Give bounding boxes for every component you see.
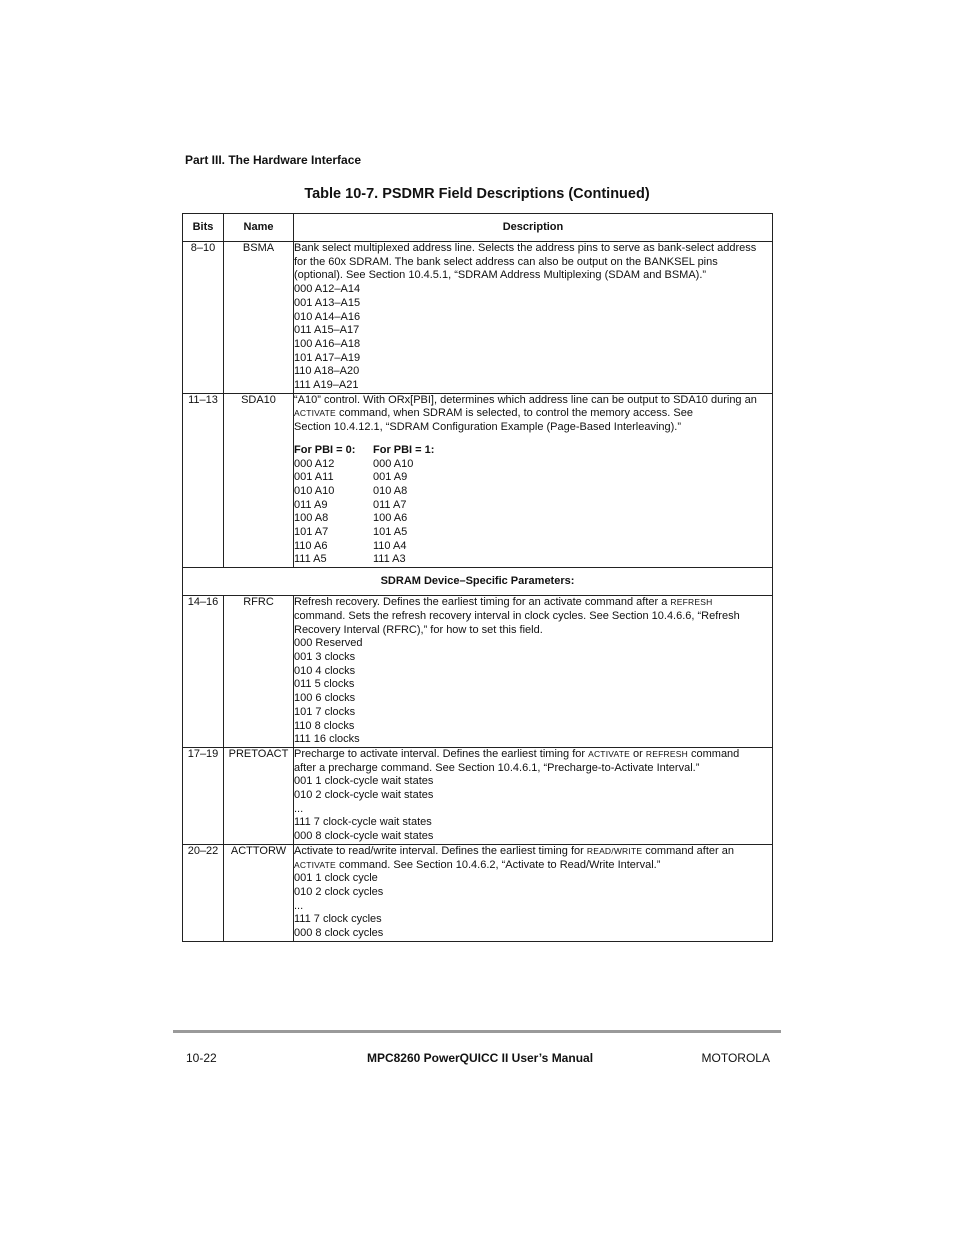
value-line: 100 6 clocks bbox=[294, 692, 356, 705]
value-line: 110 A6 bbox=[294, 539, 328, 552]
value-line: 001 3 clocks bbox=[294, 650, 356, 663]
value-line: 000 A12 bbox=[294, 457, 335, 470]
small-caps-term: REFRESH bbox=[645, 748, 688, 759]
value-line: 001 1 clock-cycle wait states bbox=[294, 775, 434, 788]
running-header: Part III. The Hardware Interface bbox=[185, 153, 362, 167]
description-text: command, when SDRAM is selected, to control the memory access. See bbox=[335, 407, 693, 420]
pbi0-header: For PBI = 0: bbox=[294, 443, 356, 456]
value-line: 100 A6 bbox=[373, 512, 408, 525]
description-line: Recovery Interval (RFRC),” for how to set this field. bbox=[294, 623, 543, 636]
section-row bbox=[183, 568, 773, 596]
column-header-bits: Bits bbox=[183, 214, 224, 242]
value-line: 010 A8 bbox=[373, 484, 408, 497]
section-label: SDRAM Device–Specific Parameters: bbox=[183, 568, 773, 596]
value-line: 000 A12–A14 bbox=[294, 283, 361, 296]
bits-cell: 11–13 bbox=[183, 393, 224, 567]
description-line: Section 10.4.12.1, “SDRAM Configuration Example (Page-Based Interleaving).” bbox=[294, 421, 682, 434]
pbi1-header: For PBI = 1: bbox=[373, 443, 435, 456]
value-line: ... bbox=[294, 899, 304, 912]
table-row-bsma bbox=[183, 242, 773, 394]
description-cell bbox=[294, 596, 773, 748]
value-line: 001 A13–A15 bbox=[294, 296, 361, 309]
value-line: 101 A5 bbox=[373, 526, 408, 539]
description-text: or bbox=[630, 747, 646, 760]
pbi1-column bbox=[373, 444, 434, 567]
value-line: 101 7 clocks bbox=[294, 705, 356, 718]
value-line: 100 A16–A18 bbox=[294, 337, 361, 350]
table-row-acttorw bbox=[183, 844, 773, 941]
name-cell: BSMA bbox=[224, 242, 294, 394]
value-line: 011 5 clocks bbox=[294, 678, 355, 691]
small-caps-term: ACTIVATE bbox=[294, 859, 336, 870]
description-text: Activate to read/write interval. Defines the earliest timing for bbox=[294, 844, 587, 857]
value-line: 010 A10 bbox=[294, 484, 335, 497]
description-line bbox=[294, 407, 772, 421]
description-cell bbox=[294, 393, 773, 567]
name-cell: PRETOACT bbox=[224, 747, 294, 844]
description-line: (optional). See Section 10.4.5.1, “SDRAM Address Multiplexing (SDAM and BSMA).” bbox=[294, 269, 707, 282]
value-line: 010 A14–A16 bbox=[294, 310, 361, 323]
value-line: 000 8 clock cycles bbox=[294, 927, 384, 940]
value-line: 011 A7 bbox=[373, 498, 407, 511]
description-line bbox=[294, 859, 772, 873]
description-line: for the 60x SDRAM. The bank select address can also be output on the BANKSEL pins bbox=[294, 255, 718, 268]
description-line bbox=[294, 748, 772, 762]
bits-cell: 17–19 bbox=[183, 747, 224, 844]
value-line: 010 2 clock-cycle wait states bbox=[294, 789, 434, 802]
value-line: 010 4 clocks bbox=[294, 664, 356, 677]
value-line: 111 16 clocks bbox=[294, 733, 360, 746]
column-header-description: Description bbox=[294, 214, 773, 242]
page-number: 10-22 bbox=[186, 1051, 217, 1065]
description-text: command bbox=[687, 747, 740, 760]
bits-cell: 8–10 bbox=[183, 242, 224, 394]
value-line: 010 2 clock cycles bbox=[294, 885, 384, 898]
psdmr-field-table bbox=[182, 213, 773, 942]
table-title: Table 10-7. PSDMR Field Descriptions (Continued) bbox=[304, 186, 650, 202]
value-line: 000 A10 bbox=[373, 457, 414, 470]
description-text: command. See Section 10.4.6.2, “Activate to Read/Write Interval.” bbox=[335, 858, 661, 871]
value-line: 001 A11 bbox=[294, 471, 334, 484]
value-line: 111 A3 bbox=[373, 553, 406, 566]
table-row-rfrc bbox=[183, 596, 773, 748]
value-line: 001 A9 bbox=[373, 471, 408, 484]
value-line: 011 A9 bbox=[294, 498, 328, 511]
description-text: command after an bbox=[642, 844, 734, 857]
value-line: 111 7 clock cycles bbox=[294, 913, 382, 926]
name-cell: ACTTORW bbox=[224, 844, 294, 941]
small-caps-term: ACTIVATE bbox=[588, 748, 630, 759]
description-text: Precharge to activate interval. Defines the earliest timing for bbox=[294, 747, 589, 760]
name-cell: RFRC bbox=[224, 596, 294, 748]
value-line: 111 A5 bbox=[294, 553, 327, 566]
vendor-name: MOTOROLA bbox=[701, 1051, 770, 1065]
table-row-sda10 bbox=[183, 393, 773, 567]
footer-rule bbox=[173, 1030, 781, 1033]
bits-cell: 14–16 bbox=[183, 596, 224, 748]
value-line: 101 A7 bbox=[294, 526, 329, 539]
name-cell: SDA10 bbox=[224, 393, 294, 567]
value-line: 000 Reserved bbox=[294, 637, 363, 650]
description-cell bbox=[294, 242, 773, 394]
manual-title: MPC8260 PowerQUICC II User’s Manual bbox=[366, 1051, 594, 1065]
pbi-value-columns bbox=[294, 444, 772, 567]
description-line bbox=[294, 845, 772, 859]
value-line: 100 A8 bbox=[294, 512, 329, 525]
value-line: 000 8 clock-cycle wait states bbox=[294, 830, 434, 843]
value-line: 101 A17–A19 bbox=[294, 351, 361, 364]
small-caps-term: REFRESH bbox=[670, 597, 713, 608]
column-header-name: Name bbox=[224, 214, 294, 242]
description-cell bbox=[294, 747, 773, 844]
value-line: ... bbox=[294, 802, 304, 815]
table-row-pretoact bbox=[183, 747, 773, 844]
value-line: 001 1 clock cycle bbox=[294, 872, 378, 885]
value-line: 110 A18–A20 bbox=[294, 365, 360, 378]
description-line: “A10” control. With ORx[PBI], determines which address line can be output to SDA10 during an bbox=[294, 393, 757, 406]
value-line: 111 A19–A21 bbox=[294, 379, 359, 392]
table-header-row bbox=[183, 214, 773, 242]
description-line: Bank select multiplexed address line. Selects the address pins to serve as bank-select address bbox=[294, 242, 757, 254]
value-line: 011 A15–A17 bbox=[294, 324, 360, 337]
description-line: after a precharge command. See Section 10.4.6.1, “Precharge-to-Activate Interval.” bbox=[294, 761, 700, 774]
description-cell bbox=[294, 844, 773, 941]
pbi0-column bbox=[294, 444, 373, 567]
value-line: 111 7 clock-cycle wait states bbox=[294, 816, 432, 829]
description-line bbox=[294, 596, 772, 610]
description-text: Refresh recovery. Defines the earliest timing for an activate command after a bbox=[294, 596, 671, 609]
bits-cell: 20–22 bbox=[183, 844, 224, 941]
small-caps-term: ACTIVATE bbox=[294, 408, 336, 419]
value-line: 110 A4 bbox=[373, 539, 407, 552]
small-caps-term: READ/WRITE bbox=[586, 845, 643, 856]
value-line: 110 8 clocks bbox=[294, 719, 355, 732]
description-line: command. Sets the refresh recovery interval in clock cycles. See Section 10.4.6.6, “Refresh bbox=[294, 609, 740, 622]
